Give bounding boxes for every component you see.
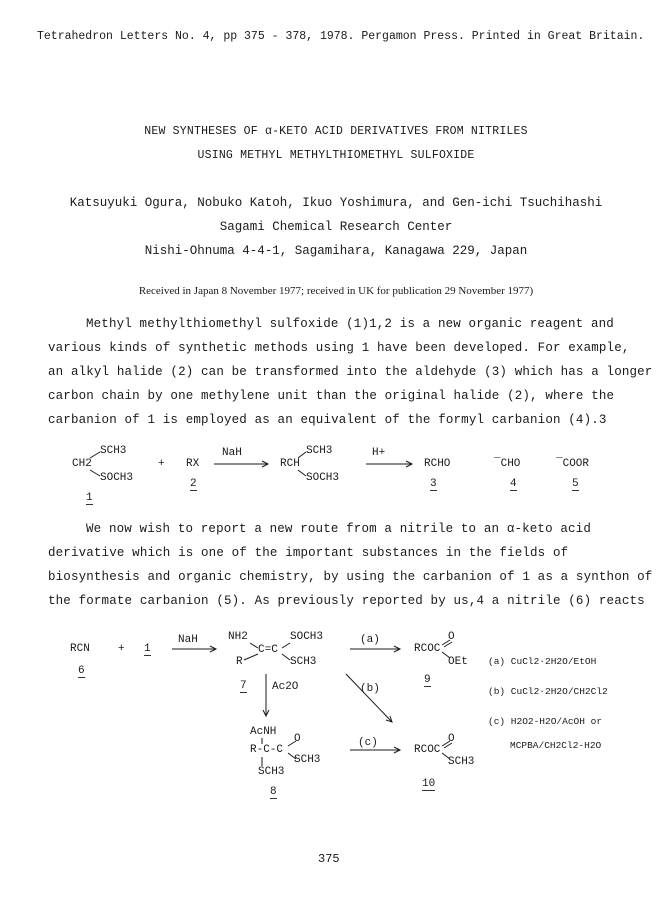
para2-line-4: the formate carbanion (5). As previously reported by us,4 a nitrile (6) reacts (48, 594, 645, 608)
s1-sch3-b: SCH3 (306, 445, 333, 457)
s2-compound-7: 7 (240, 680, 247, 692)
s2-compound-8: 8 (270, 786, 277, 798)
s2-rcn: RCN (70, 643, 90, 655)
s2-condition-c2: MCPBA/CH2Cl2-H2O (510, 740, 602, 751)
title-line-1: NEW SYNTHESES OF α-KETO ACID DERIVATIVES FROM NITRILES (144, 125, 528, 138)
s2-sch3-4: SCH3 (258, 766, 285, 778)
para1-line-3: an alkyl halide (2) can be transformed into the aldehyde (3) which has a longer (48, 365, 653, 379)
s2-nh2: NH2 (228, 631, 248, 643)
s1-bond-up-b (298, 452, 306, 458)
s1-coor: ¯COOR (556, 458, 590, 470)
s1-bond-up (90, 452, 100, 458)
s1-sch3-top: SCH3 (100, 445, 127, 457)
s2-compound-9: 9 (424, 674, 431, 686)
s2-bond-o3 (288, 741, 296, 746)
s2-o1: O (448, 631, 455, 643)
s2-sch3-2: SCH3 (448, 756, 475, 768)
running-head: Tetrahedron Letters No. 4, pp 375 - 378, 1978. Pergamon Press. Printed in Great Britain. (37, 30, 645, 43)
s2-o2: O (448, 733, 455, 745)
s2-bond-nh2 (250, 643, 258, 648)
s1-rch: RCH (280, 458, 300, 470)
s1-hplus: H+ (372, 447, 386, 459)
s2-label-c: (c) (358, 737, 378, 749)
s1-bond-down-b (298, 470, 306, 476)
para1-line-4: carbon chain by one methylene unit than the original halide (2), where the (48, 389, 615, 403)
s2-bond-oet (442, 652, 450, 658)
title-line-2: USING METHYL METHYLTHIOMETHYL SULFOXIDE (197, 149, 475, 162)
received-line: Received in Japan 8 November 1977; received in UK for publication 29 November 1977) (138, 285, 534, 297)
s1-soch3: SOCH3 (100, 472, 134, 484)
address: Nishi-Ohnuma 4-4-1, Sagamihara, Kanagawa 229, Japan (144, 244, 528, 258)
s1-ch2: CH2 (72, 458, 92, 470)
para1-line-1: Methyl methylthiomethyl sulfoxide (1)1,2 is a new organic reagent and (86, 317, 614, 331)
para2-line-1: We now wish to report a new route from a nitrile to an α-keto acid (86, 522, 591, 536)
s1-cho: ¯CHO (494, 458, 521, 470)
s2-rcoc: RCOC (414, 643, 441, 655)
s2-bond-r (244, 654, 258, 660)
page-number: 375 (318, 852, 340, 866)
s2-acnh: AcNH (250, 726, 277, 738)
institution: Sagami Chemical Research Center (219, 220, 453, 234)
para2-line-2: derivative which is one of the important substances in the fields of (48, 546, 569, 560)
s2-label-a: (a) (360, 634, 380, 646)
s2-arrow-b (346, 674, 392, 722)
s2-o3: O (294, 733, 301, 745)
s2-plus: + (118, 643, 125, 655)
s2-compound-10: 10 (422, 778, 436, 790)
s1-plus: + (158, 458, 165, 470)
s2-soch3: SOCH3 (290, 631, 324, 643)
s1-nah: NaH (222, 447, 242, 459)
s2-bond-sch3-2 (442, 753, 450, 759)
s1-bond-down (90, 470, 100, 476)
s2-bond-sch3 (282, 654, 290, 660)
para1-line-5: carbanion of 1 is employed as an equivalent of the formyl carbanion (4).3 (48, 413, 607, 427)
s2-ac2o: Ac2O (272, 681, 299, 693)
s1-rx: RX (186, 458, 200, 470)
s2-bond-soch3 (282, 643, 290, 648)
s2-compound-6: 6 (78, 665, 85, 677)
s1-compound-1: 1 (86, 492, 93, 504)
s1-soch3-b: SOCH3 (306, 472, 340, 484)
s2-cc: C=C (258, 644, 278, 656)
s1-compound-2: 2 (190, 478, 197, 490)
s2-rcc: R-C-C (250, 744, 284, 756)
s2-sch3-3: SCH3 (294, 754, 321, 766)
s2-condition-b: (b) CuCl2·2H2O/CH2Cl2 (488, 686, 608, 697)
s2-label-b: (b) (360, 683, 380, 695)
s2-r: R (236, 656, 243, 668)
para2-line-3: biosynthesis and organic chemistry, by using the carbanion of 1 as a synthon of (48, 570, 653, 584)
s2-condition-a: (a) CuCl2·2H2O/EtOH (488, 656, 597, 667)
s2-compound-1: 1 (144, 643, 151, 655)
s1-rcho: RCHO (424, 458, 451, 470)
s2-bond-sch3-3 (288, 753, 296, 759)
s1-compound-4: 4 (510, 478, 517, 490)
s1-compound-3: 3 (430, 478, 437, 490)
s2-nah: NaH (178, 634, 198, 646)
s2-oet: OEt (448, 656, 468, 668)
s2-condition-c1: (c) H2O2-H2O/AcOH or (488, 716, 603, 727)
para1-line-2: various kinds of synthetic methods using 1 have been developed. For example, (48, 341, 630, 355)
s2-rcoc2: RCOC (414, 744, 441, 756)
s1-compound-5: 5 (572, 478, 579, 490)
s2-sch3: SCH3 (290, 656, 317, 668)
authors: Katsuyuki Ogura, Nobuko Katoh, Ikuo Yoshimura, and Gen-ichi Tsuchihashi (69, 196, 603, 210)
